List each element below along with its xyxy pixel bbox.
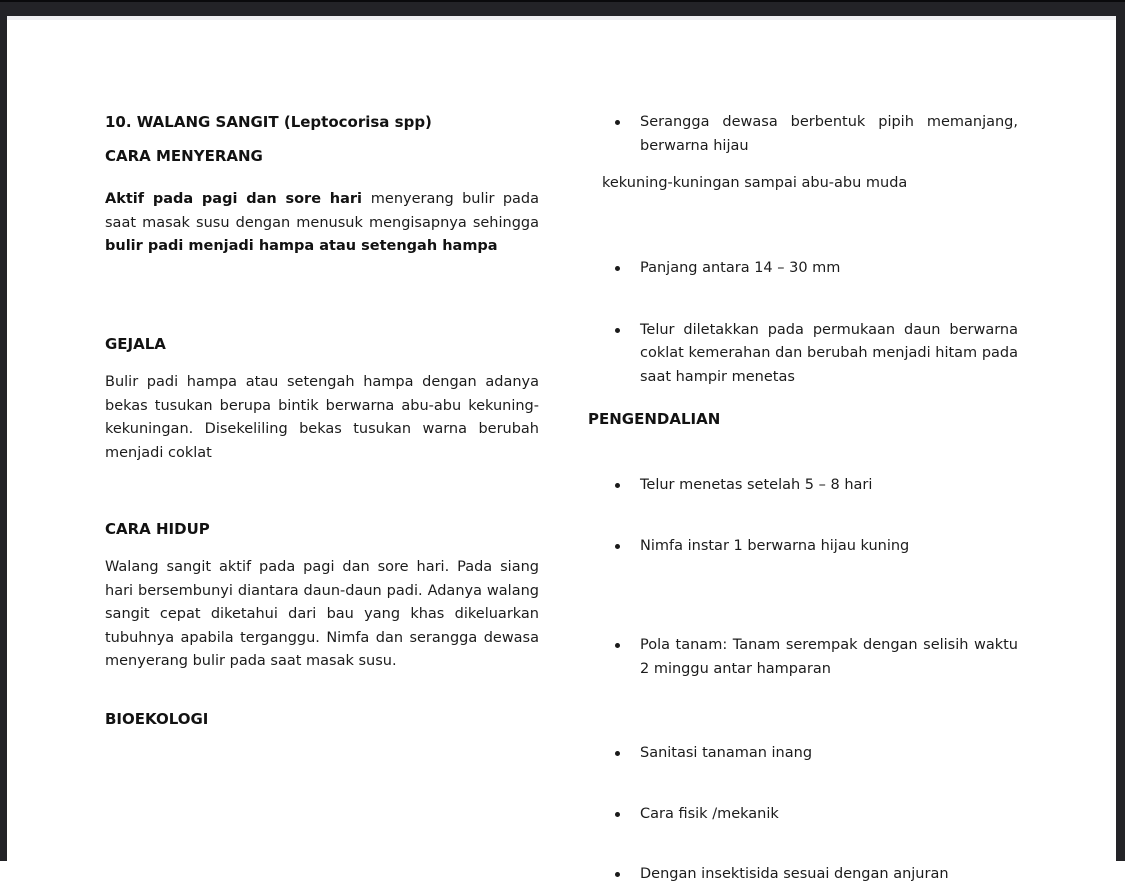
list-item	[588, 319, 1018, 390]
paragraph-bold-tail: bulir padi menjadi hampa atau setengah hampa	[105, 238, 498, 254]
page-top-edge	[7, 16, 1116, 20]
viewer-top-bar	[0, 0, 1125, 16]
bullet-text: Serangga dewasa berbentuk pipih memanjang, berwarna hijau	[640, 114, 1018, 154]
bullet-marker	[615, 872, 620, 877]
bullet-text: Sanitasi tanaman inang	[640, 745, 813, 761]
list-item	[588, 111, 1018, 158]
bullet-text: Cara fisik /mekanik	[640, 805, 779, 822]
list-item	[588, 742, 1018, 766]
list-item	[588, 803, 1018, 827]
heading-bioekologi: BIOEKOLOGI	[105, 710, 209, 728]
paragraph-regular-mid: menyerang bulir pada saat masak susu dengan menusuk mengisapnya sehingga	[105, 191, 539, 231]
bullet-marker	[615, 812, 620, 817]
bullet-text: Nimfa instar 1 berwarna hijau kuning	[640, 537, 910, 554]
heading-gejala: GEJALA	[105, 335, 166, 353]
paragraph-cara-menyerang	[105, 188, 539, 259]
bullet-text: Telur menetas setelah 5 – 8 hari	[640, 477, 873, 493]
list-item	[588, 257, 1018, 281]
bullet-marker	[615, 751, 620, 756]
bullet-marker	[615, 120, 620, 125]
bullet-marker	[615, 483, 620, 488]
list-item	[588, 535, 1018, 559]
bullet-text: Telur diletakkan pada permukaan daun berwarna coklat kemerahan dan berubah menjadi hitam pada saat hampir menetas	[640, 321, 1018, 385]
bullet-text: Dengan insektisida sesuai dengan anjuran	[640, 866, 949, 882]
viewer-left-edge	[0, 16, 7, 861]
paragraph-cara-hidup: Walang sangit aktif pada pagi dan sore hari. Pada siang hari bersembunyi diantara daun-daun padi. Adanya walang sangit cepat diketahui dari bau yang khas dikeluarkan tubuhnya apabila terganggu. Nimfa dan serangga dewasa menyerang bulir pada saat masak susu.	[105, 559, 539, 669]
continuation-line: kekuning-kuningan sampai abu-abu muda	[602, 175, 908, 191]
section-title: 10. WALANG SANGIT (Leptocorisa spp)	[105, 113, 432, 131]
viewer-right-edge	[1116, 16, 1125, 861]
list-item	[588, 863, 1018, 887]
bullet-marker	[615, 544, 620, 549]
bullet-text: Panjang antara 14 – 30 mm	[640, 260, 841, 276]
bullet-marker	[615, 643, 620, 648]
list-item	[588, 634, 1018, 681]
bullet-marker	[615, 328, 620, 333]
bullet-text: Pola tanam: Tanam serempak dengan selisih waktu 2 minggu antar hamparan	[640, 637, 1018, 677]
paragraph-bold-lead: Aktif pada pagi dan sore hari	[105, 191, 371, 207]
paragraph-gejala: Bulir padi hampa atau setengah hampa dengan adanya bekas tusukan berupa bintik berwarna abu-abu kekuning-kekuningan. Disekeliling bekas tusukan warna berubah menjadi coklat	[105, 374, 539, 461]
list-item	[588, 474, 1018, 498]
heading-cara-hidup: CARA HIDUP	[105, 520, 210, 538]
heading-pengendalian: PENGENDALIAN	[588, 410, 721, 428]
bullet-marker	[615, 266, 620, 271]
heading-cara-menyerang: CARA MENYERANG	[105, 147, 263, 165]
